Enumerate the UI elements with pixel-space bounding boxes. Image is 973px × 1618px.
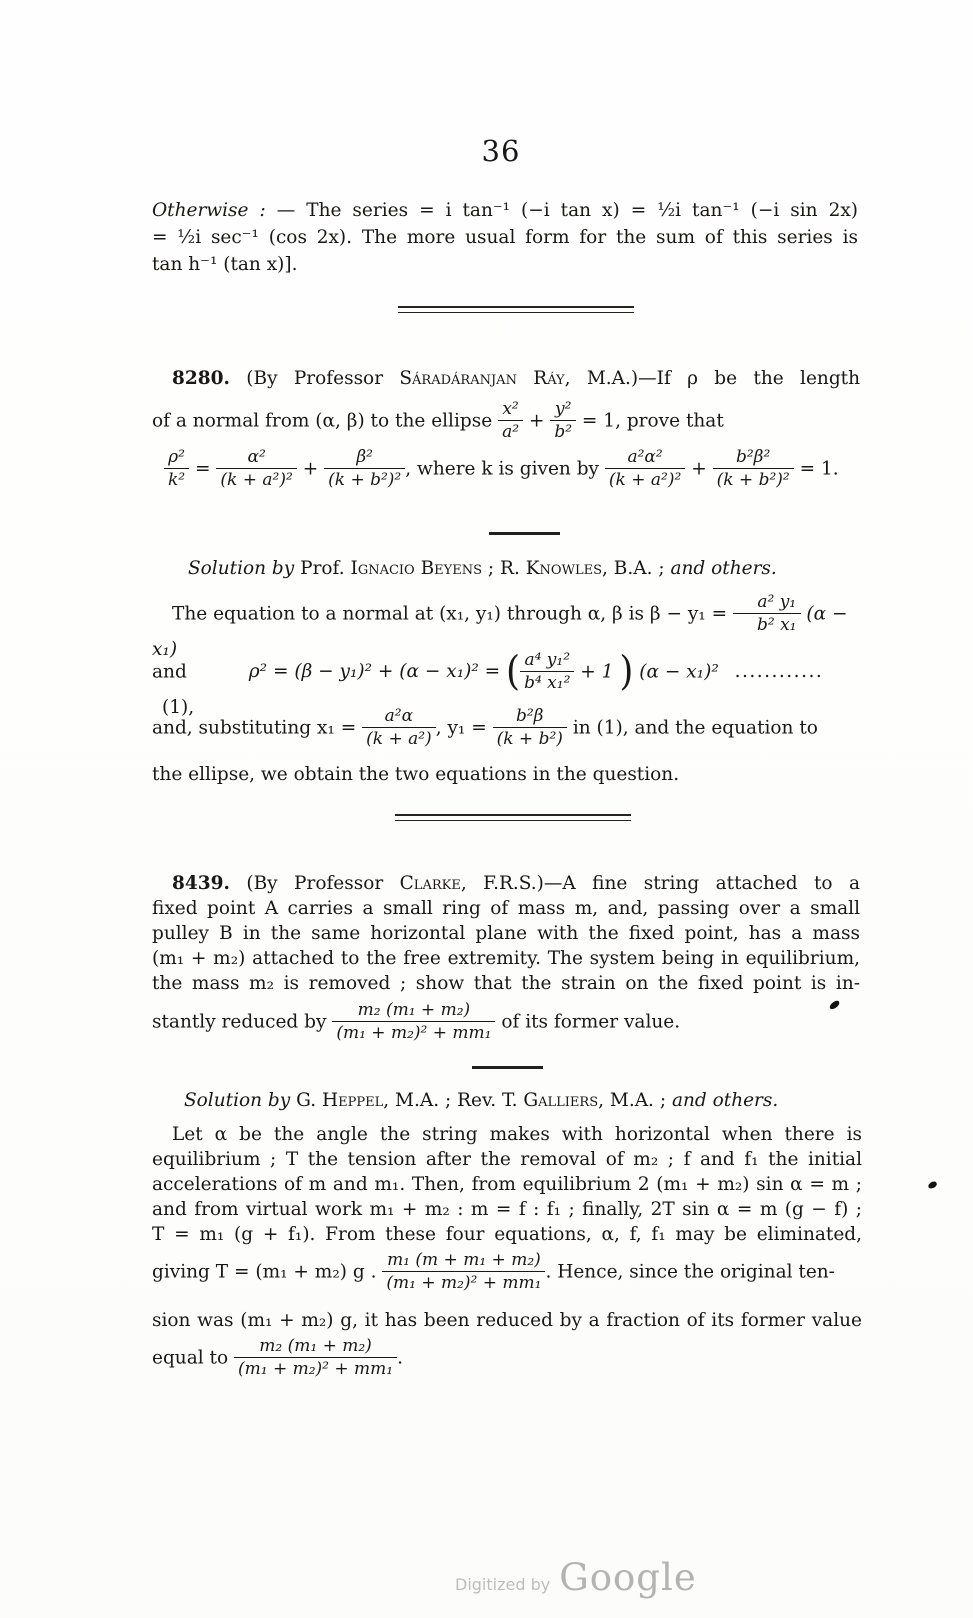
solver-name: G. Heppel, M.A. ; [296,1090,452,1111]
problem-8280-line-2: of a normal from (α, β) to the ellipse $\frac{\text{x²}}{\text{a²}}$ + $\frac{\text{y²}}{\text{b²}}$ = 1, prove that [152,399,724,443]
author-name: Sáradáranjan Ráy [399,368,565,389]
note-line-3: tan h⁻¹ (tan x)]. [152,254,298,275]
google-logo: Google [559,1556,697,1599]
equation-label: (1), [162,696,195,718]
solution-8280-equation-1: and ρ² = (β − y₁)² + (α − x₁)² = ( $\frac{\text{a⁴ y₁²}}{\text{b⁴ x₁²}}$ + 1 ) (α − x₁)² ............ (1), [152,648,824,718]
solver-name: T. Galliers, M.A. ; [501,1090,667,1111]
big-paren-open: ( [506,648,521,695]
solution-8439-paragraph [152,1122,862,1247]
solver-name: R. Knowles, B.A. ; [500,558,665,579]
problem-8280-equation: $\frac{\text{ρ²}}{\text{k²}}$ = $\frac{\text{α²}}{\text{(k + a²)²}}$ + $\frac{\text{β²}}{\text{(k + b²)²}}$ , where k is given by $\frac{\text{a²α²}}{\text{(k + a²)²}}$ + $\frac{\text{b²β²}}{\text{(k + b²)²}}$ = 1. [164,447,864,492]
fraction: $\frac{\text{α²}}{\text{(k + a²)²}}$ [216,447,296,492]
big-paren-close: ) [619,648,634,695]
section-divider-double-1 [398,306,634,313]
solution-8280-line-4: the ellipse, we obtain the two equations in the question. [152,764,680,785]
note-otherwise-label: Otherwise : — [152,200,296,221]
fraction [550,399,576,444]
solution-8439-line-2: equilibrium ; T the tension after the removal of m₂ ; f and f₁ the initial [152,1149,862,1170]
problem-8439-line-6: stantly reduced by $\frac{\text{m₂ (m₁ + m₂)}}{\text{(m₁ + m₂)² + mm₁}}$ of its former value. [152,1000,681,1044]
solution-8280-header: Solution by Prof. Ignacio Beyens ; R. Knowles, B.A. ; and others. [188,558,777,579]
solution-8439-header: Solution by G. Heppel, M.A. ; Rev. T. Galliers, M.A. ; and others. [184,1090,779,1111]
problem-8439-line-4: (m₁ + m₂) attached to the free extremity. The system being in equilibrium, [152,948,860,969]
fraction-denominator: b² [550,420,576,443]
solution-8439-line-1: Let α be the angle the string makes with horizontal when there is [172,1124,862,1145]
problem-8280-line-1: 8280. (By Professor Sáradáranjan Ráy, M.A.)—If ρ be the length [172,368,861,389]
note-line-1: Otherwise : — The series = i tan⁻¹ (−i tan x) = ½i tan⁻¹ (−i sin 2x) [152,200,858,221]
otherwise-note [152,197,858,278]
solution-8280-line-3: and, substituting x₁ = $\frac{\text{a²α}}{\text{(k + a²)}}$ , y₁ = $\frac{\text{b²β}}{\text{(k + b²)}}$ in (1), and the equation to [152,706,818,750]
solution-divider-1 [489,532,560,535]
digitized-watermark [455,1556,697,1599]
solution-8439-line-4: and from virtual work m₁ + m₂ : m = f : f₁ ; finally, 2T sin α = m (g − f) ; [152,1199,862,1220]
fraction: $\frac{\text{m₁ (m + m₁ + m₂)}}{\text{(m₁ + m₂)² + mm₁}}$ [382,1250,545,1295]
problem-number-8439: 8439. [172,873,230,894]
fraction: $\frac{\text{m₂ (m₁ + m₂)}}{\text{(m₁ + m₂)² + mm₁}}$ [332,1000,495,1045]
dot-leader: ............ [734,661,824,683]
fraction-numerator: y² [554,399,572,419]
problem-number-8280: 8280. [172,368,230,389]
fraction: $\frac{\text{b²β²}}{\text{(k + b²)²}}$ [713,447,794,492]
watermark-prefix: Digitized by [455,1575,551,1594]
problem-8439 [152,871,860,996]
section-divider-double-2 [395,814,631,821]
fraction: $\frac{\text{a⁴ y₁²}}{\text{b⁴ x₁²}}$ [520,650,574,695]
fraction: $\frac{\text{β²}}{\text{(k + b²)²}}$ [324,447,405,492]
fraction: $\frac{\text{a²α}}{\text{(k + a²)}}$ [362,706,436,751]
problem-8280 [152,366,860,444]
fraction: $\frac{\text{b²β}}{\text{(k + b²)}}$ [493,706,567,751]
author-name: Clarke [399,873,461,894]
page-number: 36 [481,134,521,168]
problem-8439-line-5: the mass m₂ is removed ; show that the strain on the fixed point is in- [152,973,860,994]
fraction: $\frac{\text{ρ²}}{\text{k²}}$ [164,447,189,492]
solution-8439-line-7: sion was (m₁ + m₂) g, it has been reduced by a fraction of its former value [152,1310,862,1331]
solution-8439-line-5: T = m₁ (g + f₁). From these four equations, α, f, f₁ may be eliminated, [152,1224,862,1245]
solution-divider-2 [472,1066,543,1069]
fraction-numerator: x² [502,399,519,419]
solution-8280-line-1: The equation to a normal at (x₁, y₁) through α, β is β − y₁ = $\frac{\text{a² y₁}}{\text{b² x₁}}$ (α − x₁) [152,592,848,660]
fraction [498,399,523,444]
fraction: $\frac{\text{m₂ (m₁ + m₂)}}{\text{(m₁ + m₂)² + mm₁}}$ [234,1336,397,1381]
solution-8439-line-3: accelerations of m and m₁. Then, from equilibrium 2 (m₁ + m₂) sin α = m ; [152,1174,862,1195]
fraction: $\frac{\text{a²α²}}{\text{(k + a²)²}}$ [605,447,685,492]
solution-8439-line-6: giving T = (m₁ + m₂) g . $\frac{\text{m₁ (m + m₁ + m₂)}}{\text{(m₁ + m₂)² + mm₁}}$ . Hence, since the original ten- [152,1250,835,1294]
fraction: $\frac{\text{a² y₁}}{\text{b² x₁}}$ [733,592,801,637]
note-line-2: = ½i sec⁻¹ (cos 2x). The more usual form for the sum of this series is [152,227,858,248]
fraction-denominator: a² [498,420,523,443]
problem-8439-line-1: 8439. (By Professor Clarke, F.R.S.)—A fine string attached to a [172,873,861,894]
problem-8439-line-3: pulley B in the same horizontal plane with the fixed point, has a mass [152,923,860,944]
solver-name: Ignacio Beyens ; [350,558,495,579]
ink-speck [927,1180,938,1189]
problem-8439-line-2: fixed point A carries a small ring of mass m, and, passing over a small [152,898,860,919]
solution-8439-line-8: equal to $\frac{\text{m₂ (m₁ + m₂)}}{\text{(m₁ + m₂)² + mm₁}}$ . [152,1336,403,1380]
